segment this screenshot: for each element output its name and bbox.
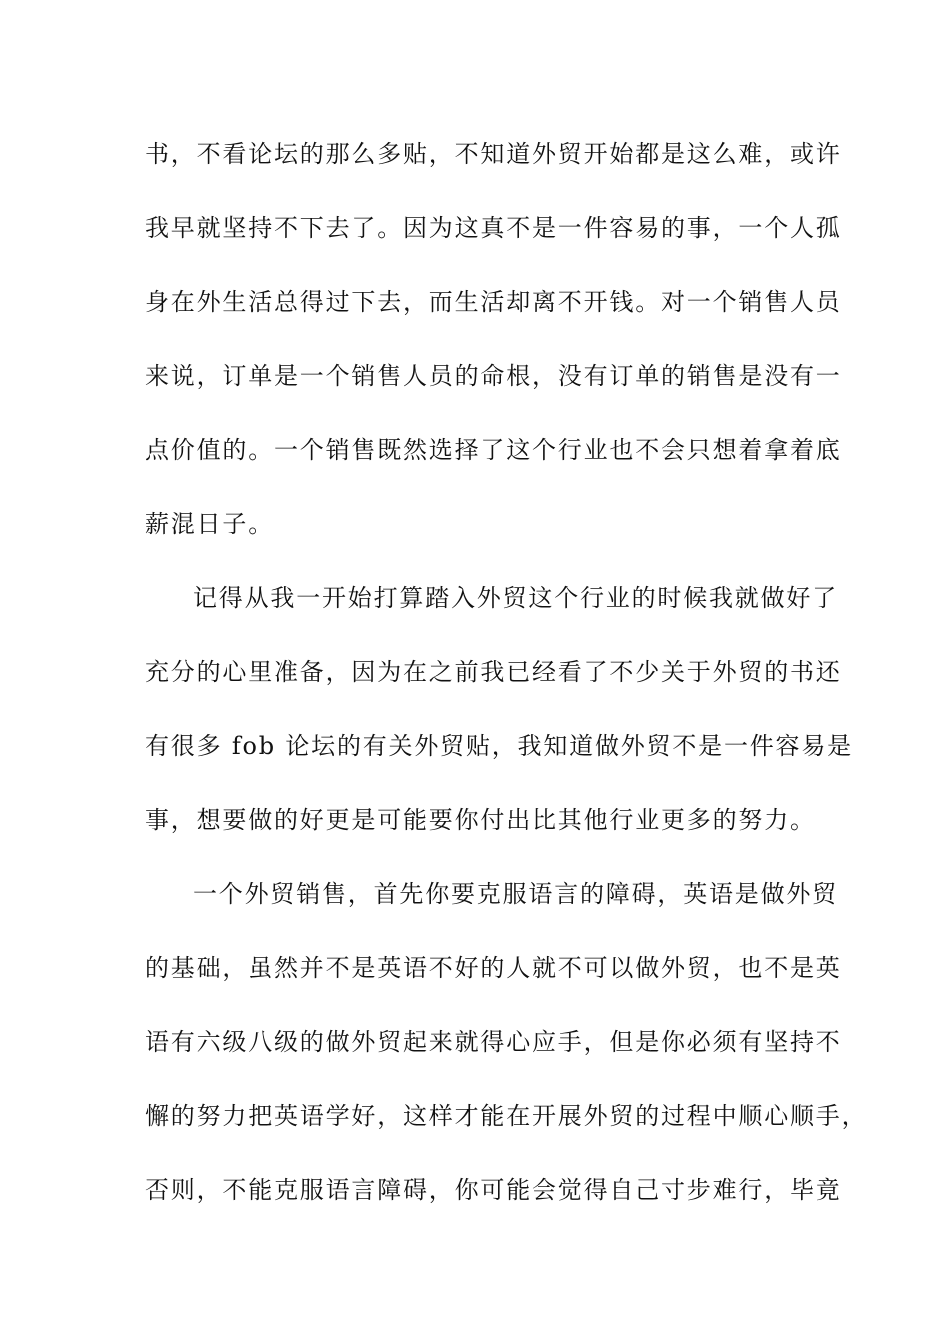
text-line-6: 薪混日子。	[145, 510, 274, 538]
text-line-9: 有很多 fob 论坛的有关外贸贴，我知道做外贸不是一件容易是	[145, 732, 853, 760]
text-line-1: 书，不看论坛的那么多贴，不知道外贸开始都是这么难，或许	[145, 140, 842, 168]
text-line-15: 否则，不能克服语言障碍，你可能会觉得自己寸步难行，毕竟	[145, 1176, 842, 1204]
text-line-4: 来说，订单是一个销售人员的命根，没有订单的销售是没有一	[145, 362, 842, 390]
text-line-10: 事，想要做的好更是可能要你付出比其他行业更多的努力。	[145, 806, 816, 834]
text-line-14: 懈的努力把英语学好，这样才能在开展外贸的过程中顺心顺手，	[145, 1102, 868, 1130]
paragraph-indent-line-7: 记得从我一开始打算踏入外贸这个行业的时候我就做好了	[193, 584, 838, 612]
text-line-3: 身在外生活总得过下去，而生活却离不开钱。对一个销售人员	[145, 288, 842, 316]
text-line-12: 的基础，虽然并不是英语不好的人就不可以做外贸，也不是英	[145, 954, 842, 982]
text-line-2: 我早就坚持不下去了。因为这真不是一件容易的事，一个人孤	[145, 214, 842, 242]
text-line-5: 点价值的。一个销售既然选择了这个行业也不会只想着拿着底	[145, 436, 842, 464]
text-line-8: 充分的心里准备，因为在之前我已经看了不少关于外贸的书还	[145, 658, 842, 686]
text-line-13: 语有六级八级的做外贸起来就得心应手，但是你必须有坚持不	[145, 1028, 842, 1056]
paragraph-indent-line-11: 一个外贸销售，首先你要克服语言的障碍，英语是做外贸	[193, 880, 838, 908]
